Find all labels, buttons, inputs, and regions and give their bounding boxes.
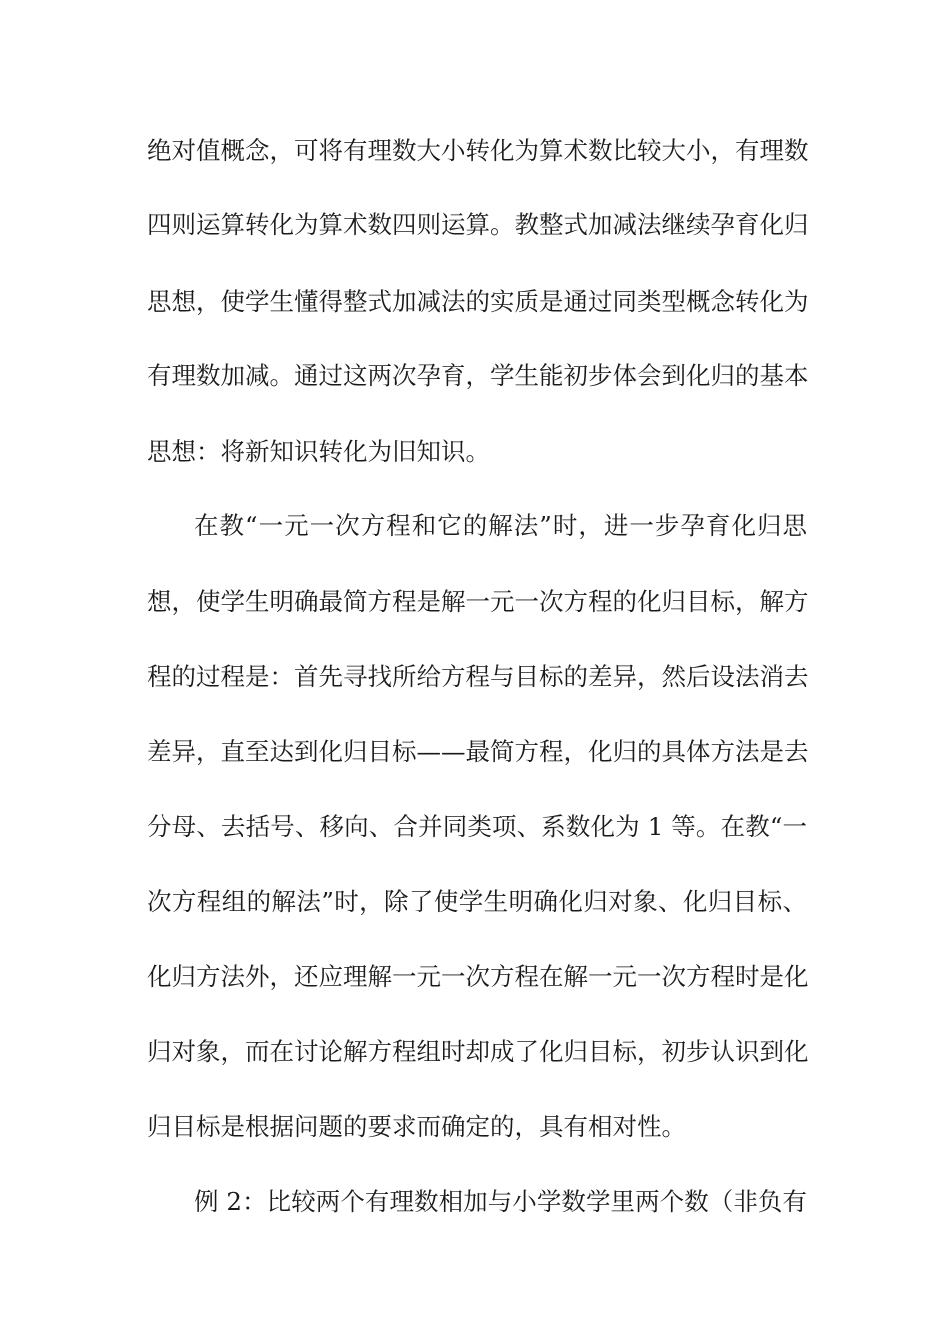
paragraph-2-line-8: 归对象，而在讨论解方程组时却成了化归目标，初步认识到化 (147, 1037, 809, 1066)
paragraph-2-line-7: 化归方法外，还应理解一元一次方程在解一元一次方程时是化 (147, 962, 809, 991)
paragraph-1-line-5: 思想：将新知识转化为旧知识。 (147, 437, 490, 466)
paragraph-1-line-1: 绝对值概念，可将有理数大小转化为算术数比较大小，有理数 (147, 136, 809, 165)
paragraph-2-line-5: 分母、去括号、移向、合并同类项、系数化为 1 等。在教“一 (147, 812, 807, 841)
paragraph-2-line-9: 归目标是根据问题的要求而确定的，具有相对性。 (147, 1112, 686, 1141)
paragraph-2-line-2: 想，使学生明确最简方程是解一元一次方程的化归目标，解方 (147, 587, 809, 616)
paragraph-2-line-1: 在教“一元一次方程和它的解法”时，进一步孕育化归思 (194, 511, 807, 540)
paragraph-1-line-4: 有理数加减。通过这两次孕育，学生能初步体会到化归的基本 (147, 361, 809, 390)
paragraph-2-line-3: 程的过程是：首先寻找所给方程与目标的差异，然后设法消去 (147, 662, 809, 691)
paragraph-1-line-2: 四则运算转化为算术数四则运算。教整式加减法继续孕育化归 (147, 210, 809, 239)
paragraph-1-line-3: 思想，使学生懂得整式加减法的实质是通过同类型概念转化为 (147, 287, 809, 316)
paragraph-3-line-1: 例 2：比较两个有理数相加与小学数学里两个数（非负有 (194, 1187, 807, 1216)
paragraph-2-line-4: 差异，直至达到化归目标——最简方程，化归的具体方法是去 (147, 737, 809, 766)
paragraph-2-line-6: 次方程组的解法”时，除了使学生明确化归对象、化归目标、 (147, 887, 807, 916)
